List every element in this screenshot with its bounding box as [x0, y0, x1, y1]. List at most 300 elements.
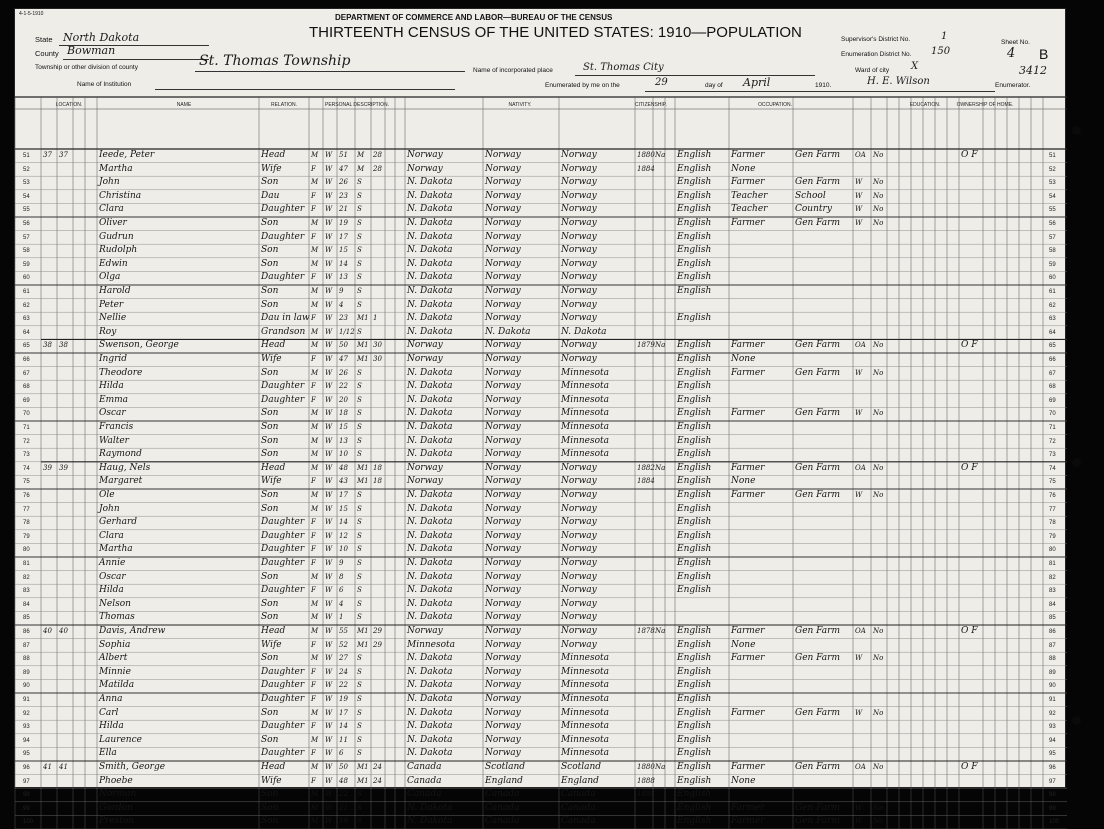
cell-yrs: 29 [373, 627, 382, 635]
line-number: 73 [23, 452, 30, 459]
cell-name: Oscar [99, 571, 126, 582]
cell-race: W [325, 531, 333, 540]
cell-race: W [325, 722, 333, 731]
cell-father: Norway [485, 585, 521, 596]
cell-lang: English [677, 204, 712, 215]
line-number: 98 [23, 792, 30, 799]
cell-ms: M1 [357, 763, 369, 771]
cell-relation: Dau in law [261, 313, 310, 324]
page-title: THIRTEENTH CENSUS OF THE UNITED STATES: 1910—POPULATION [309, 24, 802, 41]
cell-relation: Daughter [261, 530, 305, 541]
cell-relation: Dau [261, 190, 280, 201]
cell-trade: Farmer [731, 653, 765, 664]
cell-yrs: 30 [373, 341, 382, 350]
cell-father: Norway [485, 721, 521, 732]
cell-lang: English [677, 422, 712, 432]
cell-father: Norway [485, 476, 521, 487]
cell-dwelling: 37 [43, 151, 52, 159]
cell-age: 48 [339, 776, 348, 785]
cell-relation: Son [261, 422, 279, 432]
cell-ms: S [357, 259, 362, 268]
cell-age: 13 [339, 436, 348, 445]
cell-mother: Minnesota [561, 653, 610, 664]
cell-own: O F [961, 150, 978, 160]
cell-industry: Gen Farm [795, 490, 841, 500]
line-number: 97 [23, 778, 30, 785]
cell-age: 6 [339, 586, 344, 595]
cell-race: W [325, 409, 333, 418]
cell-family: 39 [59, 463, 68, 472]
cell-yrs: 24 [373, 776, 382, 785]
cell-own: O F [961, 626, 978, 636]
cell-industry: Gen Farm [795, 707, 841, 718]
cell-father: Norway [485, 530, 521, 541]
cell-ed: No [873, 341, 884, 350]
cell-own: O F [961, 340, 978, 351]
cell-sex: M [311, 246, 319, 255]
line-number: 60 [23, 275, 30, 282]
cell-lang: English [677, 503, 712, 514]
line-number: 56 [1049, 221, 1056, 227]
cell-sex: M [311, 423, 319, 431]
cell-name: Davis, Andrew [99, 626, 166, 636]
cell-father: Norway [485, 258, 521, 269]
cell-birth: N. Dakota [407, 286, 453, 296]
cell-emp: OA [855, 763, 866, 771]
cell-age: 21 [339, 803, 348, 812]
cell-relation: Daughter [261, 680, 305, 691]
cell-mother: Norway [561, 558, 597, 568]
cell-name: Francis [99, 422, 134, 432]
cell-race: W [325, 436, 333, 445]
cell-lang: English [677, 789, 712, 800]
cell-birth: Norway [407, 462, 443, 473]
cell-industry: Country [795, 204, 832, 215]
cell-name: Ingrid [99, 354, 128, 364]
cell-sex: M [311, 219, 319, 227]
cell-birth: N. Dakota [407, 598, 453, 609]
cell-age: 4 [339, 599, 344, 608]
cell-ms: M [357, 151, 365, 159]
cell-mother: Norway [561, 231, 597, 242]
cell-ms: S [357, 382, 362, 391]
enumerator-label: Enumerator. [995, 82, 1031, 89]
cell-mother: N. Dakota [561, 326, 607, 337]
cell-name: Harold [99, 286, 131, 296]
cell-lang: English [677, 313, 712, 324]
line-number: 52 [1049, 166, 1056, 173]
line-number: 71 [1049, 425, 1056, 431]
cell-lang: English [677, 245, 712, 256]
cell-lang: English [677, 517, 712, 528]
cell-industry: Gen Farm [795, 367, 841, 378]
cell-name: John [99, 177, 120, 188]
cell-mother: Norway [561, 163, 597, 174]
cell-father: Norway [485, 218, 521, 228]
cell-name: Walter [99, 435, 129, 446]
cell-imm: 1884 [637, 477, 655, 486]
cell-industry: Gen Farm [795, 762, 841, 772]
cell-birth: N. Dakota [407, 694, 453, 704]
cell-race: W [325, 790, 333, 799]
cell-father: Norway [485, 449, 521, 460]
cell-ms: S [357, 368, 362, 377]
cell-sex: F [311, 531, 316, 540]
cell-lang: English [677, 462, 712, 473]
cell-imm: 1880 [637, 151, 655, 159]
cell-race: W [325, 178, 333, 187]
cell-imm: 1878 [637, 627, 655, 635]
line-number: 59 [23, 261, 30, 268]
cell-sex: M [311, 300, 319, 309]
line-number: 65 [1049, 343, 1056, 350]
cell-ms: S [357, 518, 362, 527]
line-number: 64 [23, 329, 30, 336]
line-number: 77 [23, 506, 30, 513]
line-number: 86 [1049, 629, 1056, 635]
cell-age: 12 [339, 531, 348, 540]
cell-ms: M1 [357, 477, 369, 486]
township-label: Township or other division of county [35, 64, 138, 71]
cell-age: 22 [339, 382, 348, 391]
cell-birth: N. Dakota [407, 408, 453, 419]
line-number: 86 [23, 629, 30, 635]
cell-relation: Son [261, 490, 279, 500]
cell-age: 52 [339, 640, 348, 649]
cell-trade: Teacher [731, 190, 768, 201]
cell-industry: Gen Farm [795, 177, 841, 188]
cell-father: Norway [485, 313, 521, 324]
cell-mother: Norway [561, 612, 597, 623]
cell-relation: Son [261, 816, 279, 827]
line-number: 58 [1049, 248, 1056, 255]
ward-label: Ward of city [855, 67, 890, 74]
cell-name: Gudrun [99, 231, 134, 242]
cell-age: 26 [339, 368, 348, 377]
cell-ms: S [357, 273, 362, 282]
line-number: 73 [1049, 452, 1056, 459]
cell-age: 13 [339, 273, 348, 282]
cell-father: Norway [485, 544, 521, 555]
cell-imm: 1882 [637, 463, 655, 472]
cell-lang: English [677, 449, 712, 460]
cell-birth: N. Dakota [407, 218, 453, 228]
cell-age: 23 [339, 314, 348, 323]
cell-ms: S [357, 436, 362, 445]
cell-cit: Na [655, 763, 666, 771]
cell-birth: Canada [407, 762, 442, 772]
cell-birth: N. Dakota [407, 381, 453, 392]
cell-name: Albert [99, 653, 128, 664]
cell-yrs: 28 [373, 164, 382, 173]
line-number: 93 [1049, 724, 1056, 731]
cell-relation: Son [261, 802, 279, 813]
cell-age: 48 [339, 463, 348, 472]
cell-name: Martha [99, 544, 133, 555]
cell-lang: English [677, 707, 712, 718]
state-value: North Dakota [63, 31, 140, 44]
cell-industry: Gen Farm [795, 340, 841, 351]
cell-age: 55 [339, 627, 348, 635]
line-number: 84 [1049, 601, 1056, 608]
cell-birth: N. Dakota [407, 245, 453, 256]
line-number: 94 [1049, 737, 1056, 744]
cell-relation: Daughter [261, 721, 305, 732]
line-number: 95 [23, 751, 30, 758]
cell-ms: S [357, 708, 362, 717]
cell-lang: English [677, 163, 712, 174]
cell-sex: M [311, 178, 319, 187]
cell-father: Norway [485, 680, 521, 691]
cell-sex: F [311, 722, 316, 731]
supervisor-district-label: Supervisor's District No. [841, 36, 911, 43]
cell-father: Norway [485, 272, 521, 283]
cell-relation: Son [261, 258, 279, 269]
line-number: 78 [1049, 520, 1056, 527]
cell-age: 21 [339, 205, 348, 214]
line-number: 53 [1049, 180, 1056, 187]
cell-race: W [325, 749, 333, 758]
cell-relation: Daughter [261, 585, 305, 596]
cell-ed: No [873, 463, 884, 472]
cell-ms: S [357, 749, 362, 758]
cell-relation: Daughter [261, 394, 305, 405]
cell-birth: N. Dakota [407, 816, 453, 827]
cell-birth: Norway [407, 476, 443, 487]
cell-ms: S [357, 790, 362, 799]
cell-industry: Gen Farm [795, 462, 841, 473]
cell-race: W [325, 463, 333, 472]
cell-ms: S [357, 178, 362, 187]
cell-race: W [325, 477, 333, 486]
cell-birth: N. Dakota [407, 653, 453, 664]
cell-trade: None [731, 775, 756, 786]
cell-race: W [325, 491, 333, 499]
cell-name: Sophia [99, 639, 131, 650]
cell-birth: Norway [407, 163, 443, 174]
line-number: 82 [23, 574, 30, 581]
cell-mother: Norway [561, 517, 597, 528]
cell-cit: Na [655, 627, 666, 635]
group-citizenship: CITIZENSHIP. [635, 102, 667, 108]
cell-race: W [325, 572, 333, 581]
cell-race: W [325, 259, 333, 268]
cell-sex: F [311, 518, 316, 527]
cell-birth: N. Dakota [407, 530, 453, 541]
line-number: 94 [23, 737, 30, 744]
cell-birth: N. Dakota [407, 449, 453, 460]
line-number: 92 [23, 710, 30, 717]
cell-birth: N. Dakota [407, 313, 453, 324]
cell-lang: English [677, 150, 712, 160]
cell-ms: S [357, 586, 362, 595]
cell-name: Nelson [99, 598, 131, 609]
cell-relation: Daughter [261, 666, 305, 677]
cell-relation: Head [261, 762, 286, 772]
census-sheet [14, 8, 1066, 827]
cell-cit: Na [655, 341, 666, 350]
cell-yrs: 1 [373, 314, 378, 323]
line-number: 84 [23, 601, 30, 608]
cell-lang: English [677, 476, 712, 487]
cell-ms: S [357, 491, 362, 499]
cell-lang: English [677, 762, 712, 772]
cell-family: 38 [59, 341, 68, 350]
cell-ms: S [357, 327, 362, 336]
cell-father: Norway [485, 177, 521, 188]
cell-sex: F [311, 382, 316, 391]
cell-lang: English [677, 585, 712, 596]
cell-relation: Head [261, 150, 286, 160]
cell-father: England [485, 775, 523, 786]
cell-name: Anna [99, 694, 123, 704]
cell-ed: No [873, 191, 884, 200]
cell-race: W [325, 164, 333, 173]
line-number: 54 [1049, 193, 1056, 200]
cell-ed: No [873, 491, 884, 499]
cell-sex: M [311, 572, 319, 581]
cell-trade: Farmer [731, 218, 765, 228]
cell-ms: S [357, 531, 362, 540]
cell-mother: Minnesota [561, 408, 610, 419]
sheet-number-value: 4 [1007, 46, 1016, 61]
cell-name: Theodore [99, 367, 143, 378]
cell-ms: M1 [357, 640, 369, 649]
cell-mother: England [561, 775, 599, 786]
cell-mother: Norway [561, 340, 597, 351]
cell-industry: Gen Farm [795, 626, 841, 636]
group-nativity: NATIVITY. [508, 102, 532, 108]
cell-mother: Norway [561, 503, 597, 514]
line-number: 51 [1049, 153, 1056, 159]
line-number: 55 [1049, 207, 1056, 214]
cell-race: W [325, 341, 333, 350]
cell-sex: M [311, 450, 319, 459]
cell-father: Norway [485, 503, 521, 514]
cell-mother: Norway [561, 299, 597, 310]
cell-relation: Son [261, 598, 279, 609]
cell-age: 14 [339, 518, 348, 527]
cell-race: W [325, 627, 333, 635]
cell-lang: English [677, 653, 712, 664]
cell-ms: S [357, 409, 362, 418]
cell-sex: F [311, 395, 316, 404]
cell-dwelling: 39 [43, 463, 52, 472]
cell-trade: Farmer [731, 177, 765, 188]
line-number: 64 [1049, 329, 1056, 336]
cell-age: 6 [339, 749, 344, 758]
cell-birth: N. Dakota [407, 177, 453, 188]
line-number: 81 [1049, 561, 1056, 567]
line-number: 75 [23, 479, 30, 486]
cell-name: Oscar [99, 408, 126, 419]
institution-label: Name of Institution [77, 81, 132, 88]
cell-father: Canada [485, 789, 520, 800]
cell-age: 18 [339, 409, 348, 418]
cell-name: Edwin [99, 258, 128, 269]
cell-ms: S [357, 232, 362, 241]
cell-emp: OA [855, 463, 866, 472]
cell-race: W [325, 681, 333, 690]
line-number: 99 [23, 805, 30, 812]
supervisor-district-value: 1 [941, 31, 948, 42]
cell-ms: S [357, 722, 362, 731]
cell-father: Norway [485, 245, 521, 256]
cell-own: O F [961, 762, 978, 772]
form-number: 4-1-5-1910 [19, 11, 44, 17]
cell-mother: Norway [561, 354, 597, 364]
line-number: 68 [23, 384, 30, 391]
cell-race: W [325, 763, 333, 771]
county-label: County [35, 49, 59, 58]
cell-yrs: 18 [373, 477, 382, 486]
cell-mother: Minnesota [561, 449, 610, 460]
cell-race: W [325, 776, 333, 785]
cell-race: W [325, 395, 333, 404]
cell-ms: S [357, 423, 362, 431]
cell-father: Norway [485, 422, 521, 432]
cell-industry: Gen Farm [795, 218, 841, 228]
cell-sex: F [311, 586, 316, 595]
cell-industry: Gen Farm [795, 816, 841, 827]
cell-lang: English [677, 354, 712, 364]
cell-industry: Gen Farm [795, 802, 841, 813]
cell-mother: Norway [561, 258, 597, 269]
cell-age: 9 [339, 287, 344, 295]
line-number: 78 [23, 520, 30, 527]
cell-lang: English [677, 367, 712, 378]
binder-hole [1072, 716, 1081, 725]
cell-ms: S [357, 572, 362, 581]
cell-race: W [325, 586, 333, 595]
cell-ed: No [873, 803, 884, 812]
cell-name: Annie [99, 558, 126, 568]
cell-lang: English [677, 558, 712, 568]
stamp-number: 3412 [1019, 64, 1047, 77]
cell-ms: S [357, 559, 362, 567]
cell-father: Norway [485, 694, 521, 704]
cell-mother: Minnesota [561, 734, 610, 745]
cell-father: Norway [485, 163, 521, 174]
group-relation: RELATION. [270, 102, 298, 108]
cell-sex: M [311, 654, 319, 663]
cell-ed: No [873, 368, 884, 377]
cell-name: Ieede, Peter [99, 150, 155, 160]
cell-emp: W [855, 654, 863, 663]
cell-sex: M [311, 504, 319, 513]
line-number: 87 [1049, 642, 1056, 649]
line-number: 79 [1049, 533, 1056, 540]
cell-ms: S [357, 450, 362, 459]
cell-birth: N. Dakota [407, 517, 453, 528]
cell-relation: Daughter [261, 517, 305, 528]
cell-name: Gordon [99, 802, 133, 813]
line-number: 83 [1049, 588, 1056, 595]
cell-race: W [325, 287, 333, 295]
cell-trade: Farmer [731, 367, 765, 378]
cell-age: 15 [339, 423, 348, 431]
cell-family: 37 [59, 151, 68, 159]
cell-age: 43 [339, 477, 348, 486]
cell-father: Norway [485, 367, 521, 378]
cell-race: W [325, 273, 333, 282]
cell-father: Norway [485, 462, 521, 473]
line-number: 67 [23, 370, 30, 377]
cell-ms: S [357, 735, 362, 744]
cell-race: W [325, 559, 333, 567]
cell-age: 15 [339, 504, 348, 513]
cell-race: W [325, 640, 333, 649]
